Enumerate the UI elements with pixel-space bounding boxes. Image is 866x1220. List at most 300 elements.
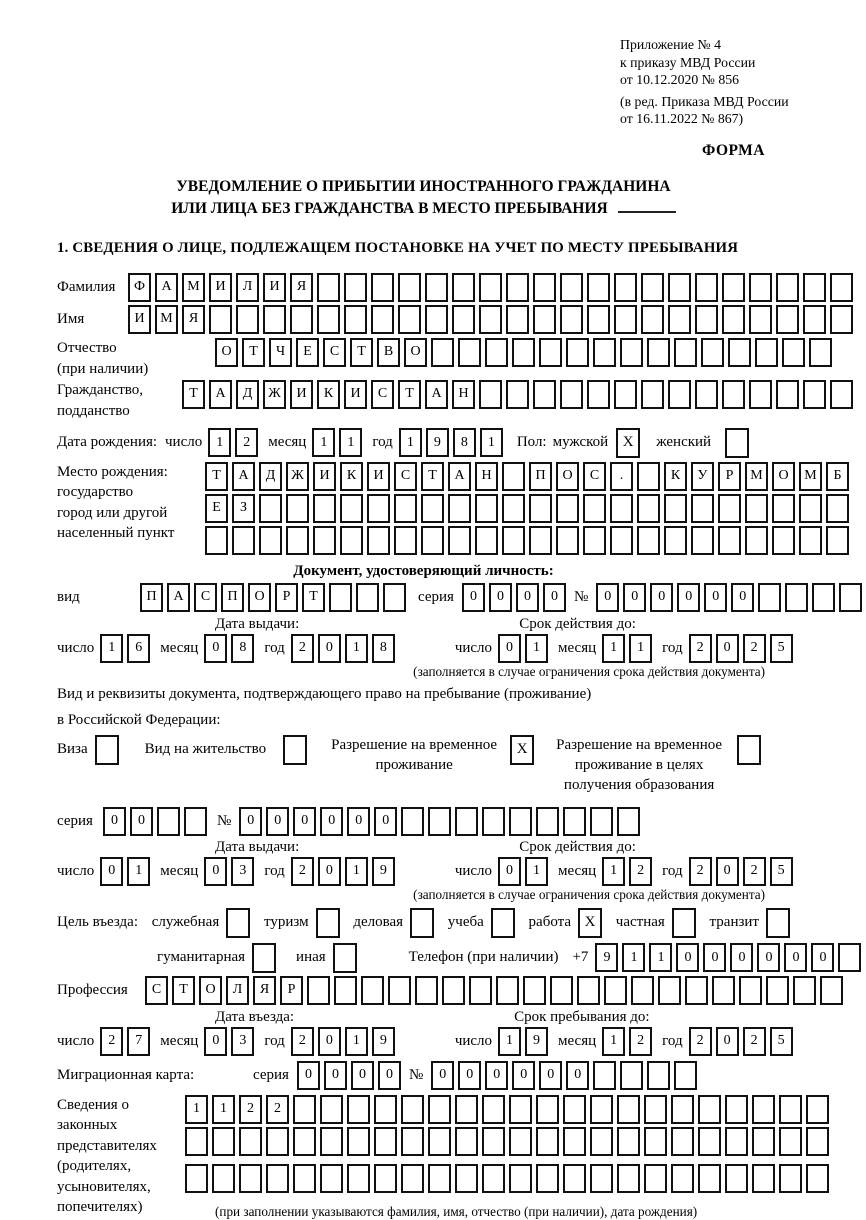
char-cell[interactable]: 5 bbox=[770, 1027, 793, 1056]
char-cell[interactable] bbox=[293, 1095, 316, 1124]
char-cell[interactable] bbox=[691, 526, 714, 555]
char-cell[interactable]: К bbox=[664, 462, 687, 491]
char-cell[interactable] bbox=[722, 380, 745, 409]
char-cell[interactable]: Н bbox=[475, 462, 498, 491]
char-cell[interactable] bbox=[793, 976, 816, 1005]
char-cell[interactable]: 2 bbox=[689, 634, 712, 663]
char-cell[interactable]: В bbox=[377, 338, 400, 367]
char-cell[interactable]: М bbox=[745, 462, 768, 491]
char-cell[interactable] bbox=[479, 380, 502, 409]
char-cell[interactable] bbox=[455, 1095, 478, 1124]
char-cell[interactable] bbox=[803, 380, 826, 409]
char-cell[interactable]: 0 bbox=[347, 807, 370, 836]
char-cell[interactable] bbox=[641, 273, 664, 302]
char-cell[interactable] bbox=[320, 1127, 343, 1156]
char-cell[interactable] bbox=[620, 1061, 643, 1090]
char-cell[interactable] bbox=[448, 494, 471, 523]
char-cell[interactable] bbox=[425, 273, 448, 302]
char-cell[interactable] bbox=[448, 526, 471, 555]
char-cell[interactable] bbox=[806, 1095, 829, 1124]
checkbox-visa[interactable] bbox=[95, 735, 119, 765]
char-cell[interactable] bbox=[739, 976, 762, 1005]
char-cell[interactable]: 5 bbox=[770, 634, 793, 663]
char-cell[interactable] bbox=[718, 526, 741, 555]
char-cell[interactable] bbox=[512, 338, 535, 367]
char-cell[interactable] bbox=[266, 1164, 289, 1193]
char-cell[interactable] bbox=[593, 338, 616, 367]
char-cell[interactable]: И bbox=[263, 273, 286, 302]
char-cell[interactable] bbox=[563, 807, 586, 836]
char-cell[interactable] bbox=[826, 526, 849, 555]
char-cell[interactable]: 2 bbox=[689, 857, 712, 886]
char-cell[interactable] bbox=[617, 807, 640, 836]
char-cell[interactable]: 8 bbox=[453, 428, 476, 457]
char-cell[interactable]: 0 bbox=[516, 583, 539, 612]
char-cell[interactable] bbox=[614, 380, 637, 409]
char-cell[interactable] bbox=[590, 1095, 613, 1124]
checkbox-gender-male[interactable]: X bbox=[616, 428, 640, 458]
char-cell[interactable] bbox=[610, 494, 633, 523]
char-cell[interactable] bbox=[691, 494, 714, 523]
char-cell[interactable] bbox=[401, 807, 424, 836]
char-cell[interactable]: Т bbox=[302, 583, 325, 612]
char-cell[interactable] bbox=[259, 494, 282, 523]
char-cell[interactable]: 1 bbox=[602, 634, 625, 663]
char-cell[interactable] bbox=[644, 1164, 667, 1193]
char-cell[interactable] bbox=[431, 338, 454, 367]
char-cell[interactable] bbox=[610, 526, 633, 555]
char-cell[interactable] bbox=[401, 1127, 424, 1156]
char-cell[interactable] bbox=[482, 807, 505, 836]
char-cell[interactable]: 0 bbox=[512, 1061, 535, 1090]
char-cell[interactable]: 0 bbox=[266, 807, 289, 836]
char-cell[interactable] bbox=[428, 1127, 451, 1156]
char-cell[interactable]: 2 bbox=[629, 857, 652, 886]
char-cell[interactable] bbox=[401, 1095, 424, 1124]
char-cell[interactable] bbox=[479, 305, 502, 334]
char-cell[interactable]: Л bbox=[226, 976, 249, 1005]
char-cell[interactable]: Ж bbox=[286, 462, 309, 491]
char-cell[interactable]: 1 bbox=[345, 857, 368, 886]
char-cell[interactable] bbox=[293, 1127, 316, 1156]
char-cell[interactable] bbox=[428, 807, 451, 836]
char-cell[interactable]: 6 bbox=[127, 634, 150, 663]
char-cell[interactable] bbox=[344, 273, 367, 302]
char-cell[interactable] bbox=[509, 1127, 532, 1156]
char-cell[interactable] bbox=[776, 380, 799, 409]
char-cell[interactable]: 2 bbox=[743, 634, 766, 663]
char-cell[interactable] bbox=[728, 338, 751, 367]
char-cell[interactable]: А bbox=[448, 462, 471, 491]
char-cell[interactable] bbox=[583, 526, 606, 555]
checkbox-gender-female[interactable] bbox=[725, 428, 749, 458]
char-cell[interactable]: 0 bbox=[324, 1061, 347, 1090]
char-cell[interactable] bbox=[695, 380, 718, 409]
char-cell[interactable]: 1 bbox=[480, 428, 503, 457]
checkbox-residence-permit[interactable] bbox=[283, 735, 307, 765]
char-cell[interactable]: К bbox=[340, 462, 363, 491]
char-cell[interactable] bbox=[631, 976, 654, 1005]
char-cell[interactable] bbox=[502, 526, 525, 555]
char-cell[interactable] bbox=[563, 1164, 586, 1193]
char-cell[interactable] bbox=[533, 273, 556, 302]
char-cell[interactable]: 1 bbox=[649, 943, 672, 972]
char-cell[interactable] bbox=[475, 494, 498, 523]
char-cell[interactable] bbox=[347, 1127, 370, 1156]
char-cell[interactable] bbox=[455, 807, 478, 836]
char-cell[interactable] bbox=[185, 1127, 208, 1156]
char-cell[interactable] bbox=[752, 1127, 775, 1156]
char-cell[interactable] bbox=[745, 526, 768, 555]
char-cell[interactable]: А bbox=[425, 380, 448, 409]
char-cell[interactable] bbox=[502, 462, 525, 491]
char-cell[interactable]: Д bbox=[259, 462, 282, 491]
char-cell[interactable]: Т bbox=[350, 338, 373, 367]
char-cell[interactable]: 5 bbox=[770, 857, 793, 886]
char-cell[interactable] bbox=[668, 380, 691, 409]
char-cell[interactable] bbox=[830, 380, 853, 409]
char-cell[interactable] bbox=[320, 1095, 343, 1124]
char-cell[interactable]: 1 bbox=[629, 634, 652, 663]
char-cell[interactable]: Е bbox=[205, 494, 228, 523]
char-cell[interactable] bbox=[587, 380, 610, 409]
char-cell[interactable]: 2 bbox=[100, 1027, 123, 1056]
char-cell[interactable]: 2 bbox=[235, 428, 258, 457]
char-cell[interactable] bbox=[674, 338, 697, 367]
char-cell[interactable] bbox=[371, 273, 394, 302]
char-cell[interactable]: 0 bbox=[462, 583, 485, 612]
char-cell[interactable]: О bbox=[199, 976, 222, 1005]
checkbox-purpose-business[interactable] bbox=[410, 908, 434, 938]
char-cell[interactable] bbox=[506, 273, 529, 302]
char-cell[interactable]: . bbox=[610, 462, 633, 491]
char-cell[interactable] bbox=[401, 1164, 424, 1193]
char-cell[interactable] bbox=[779, 1164, 802, 1193]
char-cell[interactable] bbox=[455, 1164, 478, 1193]
char-cell[interactable] bbox=[485, 338, 508, 367]
char-cell[interactable]: Л bbox=[236, 273, 259, 302]
char-cell[interactable]: И bbox=[344, 380, 367, 409]
char-cell[interactable]: У bbox=[691, 462, 714, 491]
char-cell[interactable] bbox=[593, 1061, 616, 1090]
char-cell[interactable]: Ч bbox=[269, 338, 292, 367]
char-cell[interactable]: И bbox=[313, 462, 336, 491]
char-cell[interactable] bbox=[560, 380, 583, 409]
char-cell[interactable]: И bbox=[290, 380, 313, 409]
char-cell[interactable]: П bbox=[140, 583, 163, 612]
char-cell[interactable] bbox=[799, 494, 822, 523]
char-cell[interactable]: Ж bbox=[263, 380, 286, 409]
char-cell[interactable] bbox=[340, 526, 363, 555]
char-cell[interactable] bbox=[685, 976, 708, 1005]
char-cell[interactable]: 0 bbox=[204, 857, 227, 886]
char-cell[interactable]: 3 bbox=[231, 857, 254, 886]
char-cell[interactable] bbox=[536, 1127, 559, 1156]
checkbox-purpose-official[interactable] bbox=[226, 908, 250, 938]
char-cell[interactable]: С bbox=[194, 583, 217, 612]
char-cell[interactable]: 9 bbox=[595, 943, 618, 972]
char-cell[interactable] bbox=[698, 1164, 721, 1193]
char-cell[interactable]: 0 bbox=[731, 583, 754, 612]
char-cell[interactable]: 0 bbox=[757, 943, 780, 972]
checkbox-purpose-work[interactable]: X bbox=[578, 908, 602, 938]
char-cell[interactable]: П bbox=[221, 583, 244, 612]
char-cell[interactable]: О bbox=[556, 462, 579, 491]
char-cell[interactable] bbox=[344, 305, 367, 334]
char-cell[interactable] bbox=[820, 976, 843, 1005]
char-cell[interactable]: 1 bbox=[345, 1027, 368, 1056]
char-cell[interactable]: 0 bbox=[596, 583, 619, 612]
char-cell[interactable] bbox=[587, 273, 610, 302]
char-cell[interactable] bbox=[583, 494, 606, 523]
char-cell[interactable] bbox=[560, 273, 583, 302]
char-cell[interactable] bbox=[725, 1127, 748, 1156]
char-cell[interactable] bbox=[749, 380, 772, 409]
char-cell[interactable] bbox=[712, 976, 735, 1005]
char-cell[interactable]: Т bbox=[242, 338, 265, 367]
char-cell[interactable]: С bbox=[145, 976, 168, 1005]
char-cell[interactable] bbox=[830, 273, 853, 302]
char-cell[interactable]: 0 bbox=[100, 857, 123, 886]
char-cell[interactable]: А bbox=[167, 583, 190, 612]
char-cell[interactable]: Я bbox=[182, 305, 205, 334]
char-cell[interactable] bbox=[374, 1164, 397, 1193]
char-cell[interactable]: 0 bbox=[784, 943, 807, 972]
char-cell[interactable] bbox=[506, 380, 529, 409]
char-cell[interactable] bbox=[617, 1164, 640, 1193]
char-cell[interactable]: 2 bbox=[291, 634, 314, 663]
char-cell[interactable]: И bbox=[209, 273, 232, 302]
char-cell[interactable] bbox=[458, 338, 481, 367]
char-cell[interactable] bbox=[812, 583, 835, 612]
char-cell[interactable]: 0 bbox=[716, 634, 739, 663]
char-cell[interactable] bbox=[398, 305, 421, 334]
char-cell[interactable] bbox=[313, 526, 336, 555]
char-cell[interactable]: 2 bbox=[689, 1027, 712, 1056]
char-cell[interactable]: 1 bbox=[127, 857, 150, 886]
char-cell[interactable] bbox=[671, 1127, 694, 1156]
char-cell[interactable] bbox=[701, 338, 724, 367]
checkbox-purpose-transit[interactable] bbox=[766, 908, 790, 938]
char-cell[interactable] bbox=[695, 273, 718, 302]
checkbox-purpose-humanitarian[interactable] bbox=[252, 943, 276, 973]
char-cell[interactable] bbox=[779, 1095, 802, 1124]
char-cell[interactable]: 0 bbox=[458, 1061, 481, 1090]
char-cell[interactable]: С bbox=[583, 462, 606, 491]
char-cell[interactable] bbox=[536, 1164, 559, 1193]
char-cell[interactable]: Д bbox=[236, 380, 259, 409]
char-cell[interactable]: Р bbox=[280, 976, 303, 1005]
char-cell[interactable]: 0 bbox=[130, 807, 153, 836]
char-cell[interactable] bbox=[641, 380, 664, 409]
char-cell[interactable] bbox=[313, 494, 336, 523]
char-cell[interactable] bbox=[475, 526, 498, 555]
char-cell[interactable] bbox=[536, 1095, 559, 1124]
char-cell[interactable] bbox=[560, 305, 583, 334]
char-cell[interactable] bbox=[668, 273, 691, 302]
char-cell[interactable]: 0 bbox=[703, 943, 726, 972]
char-cell[interactable] bbox=[617, 1127, 640, 1156]
char-cell[interactable] bbox=[529, 494, 552, 523]
char-cell[interactable]: 2 bbox=[743, 1027, 766, 1056]
checkbox-temp-residence-education[interactable] bbox=[737, 735, 761, 765]
char-cell[interactable] bbox=[779, 1127, 802, 1156]
char-cell[interactable]: Р bbox=[275, 583, 298, 612]
char-cell[interactable] bbox=[317, 305, 340, 334]
char-cell[interactable] bbox=[509, 1164, 532, 1193]
char-cell[interactable] bbox=[394, 526, 417, 555]
char-cell[interactable] bbox=[664, 526, 687, 555]
char-cell[interactable] bbox=[620, 338, 643, 367]
char-cell[interactable] bbox=[803, 273, 826, 302]
char-cell[interactable]: 1 bbox=[339, 428, 362, 457]
char-cell[interactable]: 0 bbox=[318, 1027, 341, 1056]
char-cell[interactable] bbox=[644, 1095, 667, 1124]
char-cell[interactable] bbox=[236, 305, 259, 334]
char-cell[interactable] bbox=[637, 462, 660, 491]
char-cell[interactable]: Б bbox=[826, 462, 849, 491]
char-cell[interactable]: 1 bbox=[208, 428, 231, 457]
char-cell[interactable] bbox=[259, 526, 282, 555]
char-cell[interactable]: 8 bbox=[231, 634, 254, 663]
char-cell[interactable] bbox=[482, 1164, 505, 1193]
char-cell[interactable] bbox=[394, 494, 417, 523]
char-cell[interactable]: 0 bbox=[293, 807, 316, 836]
char-cell[interactable]: 0 bbox=[103, 807, 126, 836]
char-cell[interactable] bbox=[766, 976, 789, 1005]
char-cell[interactable] bbox=[803, 305, 826, 334]
char-cell[interactable]: 0 bbox=[204, 634, 227, 663]
char-cell[interactable] bbox=[232, 526, 255, 555]
char-cell[interactable] bbox=[641, 305, 664, 334]
char-cell[interactable]: 1 bbox=[602, 857, 625, 886]
char-cell[interactable]: 9 bbox=[372, 857, 395, 886]
char-cell[interactable]: 0 bbox=[716, 857, 739, 886]
char-cell[interactable]: 3 bbox=[231, 1027, 254, 1056]
char-cell[interactable] bbox=[563, 1127, 586, 1156]
char-cell[interactable]: 0 bbox=[378, 1061, 401, 1090]
char-cell[interactable] bbox=[772, 526, 795, 555]
char-cell[interactable]: Р bbox=[718, 462, 741, 491]
char-cell[interactable] bbox=[671, 1095, 694, 1124]
char-cell[interactable] bbox=[367, 526, 390, 555]
char-cell[interactable] bbox=[637, 494, 660, 523]
char-cell[interactable] bbox=[590, 807, 613, 836]
char-cell[interactable] bbox=[347, 1164, 370, 1193]
char-cell[interactable] bbox=[647, 1061, 670, 1090]
char-cell[interactable] bbox=[637, 526, 660, 555]
char-cell[interactable]: Я bbox=[253, 976, 276, 1005]
char-cell[interactable]: 0 bbox=[498, 857, 521, 886]
char-cell[interactable] bbox=[826, 494, 849, 523]
char-cell[interactable]: Ф bbox=[128, 273, 151, 302]
char-cell[interactable] bbox=[752, 1164, 775, 1193]
char-cell[interactable] bbox=[509, 807, 532, 836]
char-cell[interactable] bbox=[374, 1127, 397, 1156]
char-cell[interactable]: 2 bbox=[629, 1027, 652, 1056]
char-cell[interactable]: А bbox=[209, 380, 232, 409]
char-cell[interactable]: М bbox=[182, 273, 205, 302]
char-cell[interactable]: 0 bbox=[730, 943, 753, 972]
char-cell[interactable] bbox=[340, 494, 363, 523]
char-cell[interactable] bbox=[290, 305, 313, 334]
char-cell[interactable] bbox=[334, 976, 357, 1005]
char-cell[interactable] bbox=[722, 273, 745, 302]
char-cell[interactable]: 0 bbox=[676, 943, 699, 972]
char-cell[interactable]: 2 bbox=[291, 857, 314, 886]
char-cell[interactable]: О bbox=[772, 462, 795, 491]
char-cell[interactable] bbox=[533, 305, 556, 334]
char-cell[interactable]: 1 bbox=[345, 634, 368, 663]
char-cell[interactable] bbox=[745, 494, 768, 523]
char-cell[interactable] bbox=[506, 305, 529, 334]
char-cell[interactable]: 0 bbox=[320, 807, 343, 836]
char-cell[interactable]: 1 bbox=[525, 857, 548, 886]
char-cell[interactable]: И bbox=[128, 305, 151, 334]
char-cell[interactable] bbox=[320, 1164, 343, 1193]
char-cell[interactable] bbox=[698, 1127, 721, 1156]
char-cell[interactable]: 0 bbox=[623, 583, 646, 612]
char-cell[interactable] bbox=[209, 305, 232, 334]
char-cell[interactable] bbox=[482, 1127, 505, 1156]
char-cell[interactable] bbox=[347, 1095, 370, 1124]
char-cell[interactable] bbox=[752, 1095, 775, 1124]
char-cell[interactable] bbox=[317, 273, 340, 302]
char-cell[interactable]: 0 bbox=[543, 583, 566, 612]
char-cell[interactable] bbox=[806, 1164, 829, 1193]
char-cell[interactable]: 1 bbox=[185, 1095, 208, 1124]
checkbox-purpose-tourism[interactable] bbox=[316, 908, 340, 938]
char-cell[interactable] bbox=[550, 976, 573, 1005]
char-cell[interactable] bbox=[604, 976, 627, 1005]
char-cell[interactable] bbox=[428, 1095, 451, 1124]
char-cell[interactable] bbox=[428, 1164, 451, 1193]
char-cell[interactable] bbox=[239, 1127, 262, 1156]
char-cell[interactable]: 0 bbox=[716, 1027, 739, 1056]
char-cell[interactable] bbox=[205, 526, 228, 555]
char-cell[interactable] bbox=[502, 494, 525, 523]
char-cell[interactable]: С bbox=[371, 380, 394, 409]
char-cell[interactable]: О bbox=[248, 583, 271, 612]
char-cell[interactable] bbox=[590, 1164, 613, 1193]
char-cell[interactable] bbox=[523, 976, 546, 1005]
char-cell[interactable] bbox=[212, 1164, 235, 1193]
char-cell[interactable]: 0 bbox=[489, 583, 512, 612]
char-cell[interactable]: Т bbox=[421, 462, 444, 491]
char-cell[interactable] bbox=[838, 943, 861, 972]
char-cell[interactable] bbox=[529, 526, 552, 555]
char-cell[interactable] bbox=[644, 1127, 667, 1156]
char-cell[interactable] bbox=[157, 807, 180, 836]
char-cell[interactable]: 8 bbox=[372, 634, 395, 663]
char-cell[interactable]: 0 bbox=[539, 1061, 562, 1090]
char-cell[interactable] bbox=[329, 583, 352, 612]
char-cell[interactable] bbox=[452, 273, 475, 302]
char-cell[interactable] bbox=[455, 1127, 478, 1156]
char-cell[interactable] bbox=[212, 1127, 235, 1156]
char-cell[interactable] bbox=[185, 1164, 208, 1193]
char-cell[interactable]: 0 bbox=[204, 1027, 227, 1056]
char-cell[interactable] bbox=[664, 494, 687, 523]
char-cell[interactable] bbox=[725, 1164, 748, 1193]
char-cell[interactable] bbox=[749, 273, 772, 302]
checkbox-purpose-study[interactable] bbox=[491, 908, 515, 938]
char-cell[interactable]: 1 bbox=[100, 634, 123, 663]
char-cell[interactable] bbox=[509, 1095, 532, 1124]
char-cell[interactable] bbox=[496, 976, 519, 1005]
char-cell[interactable] bbox=[749, 305, 772, 334]
char-cell[interactable]: 7 bbox=[127, 1027, 150, 1056]
